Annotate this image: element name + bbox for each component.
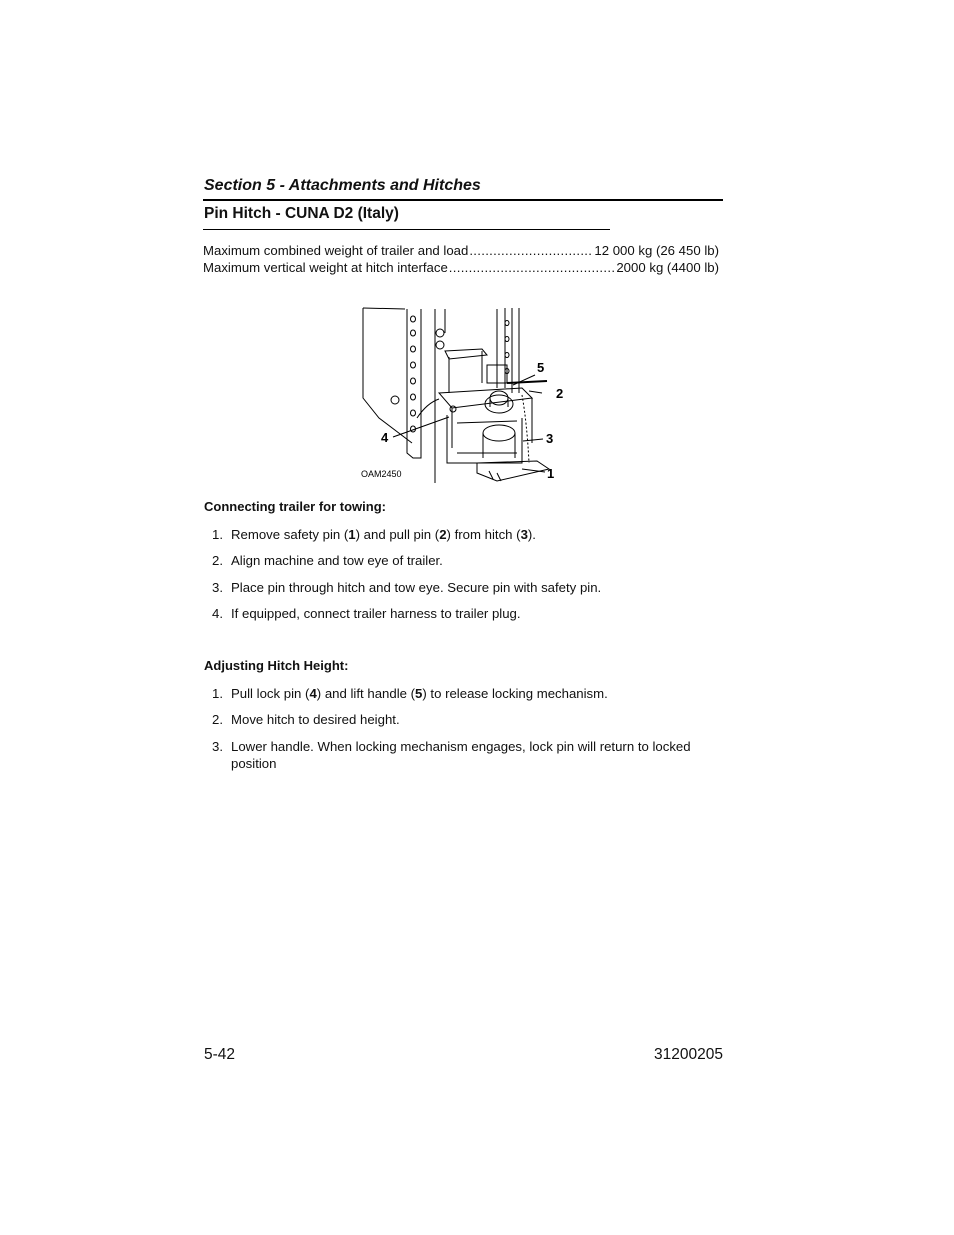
section-title: Section 5 - Attachments and Hitches	[204, 177, 481, 194]
step-text: Place pin through hitch and tow eye. Secure pin with safety pin.	[231, 580, 602, 595]
callout-4: 4	[381, 430, 389, 445]
spec-row-combined-weight	[203, 243, 719, 258]
list-item	[204, 552, 724, 569]
step-number: 4.	[212, 606, 223, 621]
step-number: 3.	[212, 580, 223, 595]
callout-ref: 2	[439, 527, 447, 542]
document-number: 31200205	[654, 1046, 723, 1063]
page-number: 5-42	[204, 1046, 236, 1063]
step-text: Move hitch to desired height.	[231, 712, 400, 727]
dot-leader	[449, 260, 616, 275]
figure-code: OAM2450	[361, 469, 402, 479]
dot-leader	[469, 243, 593, 258]
spec-row-vertical-weight	[203, 260, 719, 275]
callout-ref: 1	[348, 527, 356, 542]
callout-2: 2	[556, 386, 564, 401]
step-number: 2.	[212, 553, 223, 568]
step-text: Align machine and tow eye of trailer.	[231, 553, 443, 568]
pin-hitch-illustration	[357, 303, 577, 488]
callout-1: 1	[547, 466, 555, 481]
list-item	[204, 526, 724, 543]
step-text: Pull lock pin (4) and lift handle (5) to release locking mechanism.	[231, 686, 608, 701]
step-number: 1.	[212, 527, 223, 542]
step-number: 3.	[212, 739, 223, 754]
step-text: Lower handle. When locking mechanism engages, lock pin will return to locked position	[231, 739, 691, 771]
subsection-title: Pin Hitch - CUNA D2 (Italy)	[204, 205, 399, 222]
step-number: 1.	[212, 686, 223, 701]
list-item	[204, 738, 724, 772]
callout-ref: 3	[520, 527, 528, 542]
list-item	[204, 711, 724, 728]
leader-line-5	[513, 375, 535, 385]
spec-label: Maximum combined weight of trailer and load	[203, 243, 469, 258]
spec-value: 2000 kg (4400 lb)	[616, 260, 719, 275]
spec-value: 12 000 kg (26 450 lb)	[594, 243, 719, 258]
callout-ref: 5	[415, 686, 423, 701]
list-item	[204, 685, 724, 702]
callout-5: 5	[537, 360, 545, 375]
step-number: 2.	[212, 712, 223, 727]
connecting-heading: Connecting trailer for towing:	[204, 499, 386, 514]
leader-line-3	[523, 439, 543, 441]
list-item	[204, 605, 724, 622]
step-text: Remove safety pin (1) and pull pin (2) from hitch (3).	[231, 527, 536, 542]
step-text: If equipped, connect trailer harness to trailer plug.	[231, 606, 521, 621]
callout-ref: 4	[309, 686, 317, 701]
list-item	[204, 579, 724, 596]
section-rule	[203, 199, 723, 201]
adjusting-heading: Adjusting Hitch Height:	[204, 658, 349, 673]
callout-3: 3	[546, 431, 554, 446]
leader-line-2	[529, 391, 542, 393]
subsection-rule	[203, 229, 610, 230]
spec-label: Maximum vertical weight at hitch interface	[203, 260, 448, 275]
